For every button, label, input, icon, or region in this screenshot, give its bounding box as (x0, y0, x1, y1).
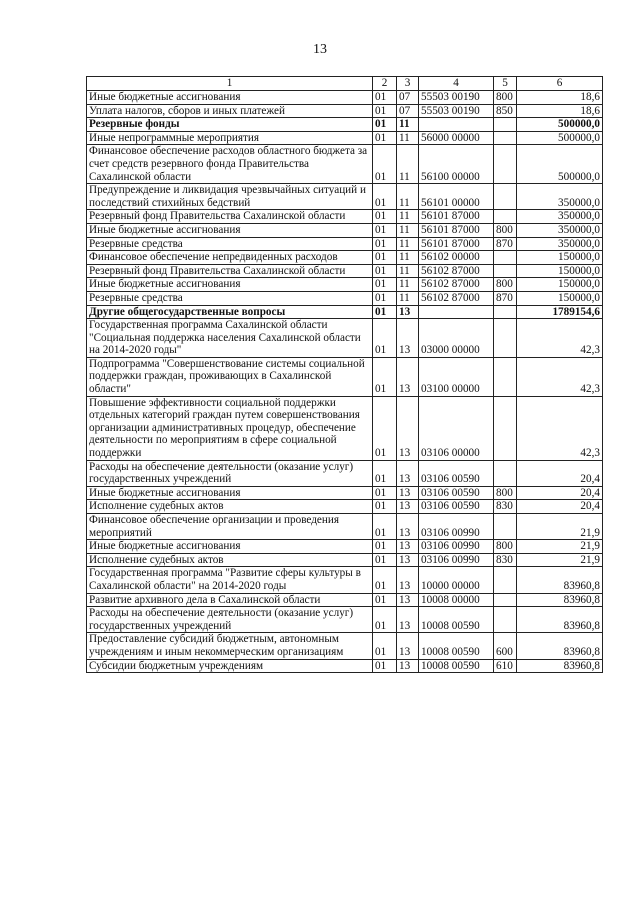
row-expense-type: 830 (494, 553, 517, 567)
row-section: 01 (373, 460, 397, 486)
table-row (87, 540, 603, 554)
row-subsection: 07 (397, 91, 419, 105)
row-name: Уплата налогов, сборов и иных платежей (87, 104, 373, 118)
row-target-article: 56102 87000 (419, 291, 494, 305)
row-expense-type (494, 264, 517, 278)
row-name: Субсидии бюджетным учреждениям (87, 659, 373, 673)
row-section: 01 (373, 251, 397, 265)
row-name: Резервные средства (87, 237, 373, 251)
row-target-article: 10008 00590 (419, 607, 494, 633)
table-row (87, 210, 603, 224)
table-row (87, 319, 603, 358)
row-subsection: 13 (397, 553, 419, 567)
table-row (87, 567, 603, 593)
row-amount: 83960,8 (517, 633, 603, 659)
row-target-article: 56000 00000 (419, 131, 494, 145)
column-header: 2 (373, 77, 397, 91)
row-expense-type (494, 131, 517, 145)
row-amount: 350000,0 (517, 223, 603, 237)
row-subsection: 11 (397, 118, 419, 132)
row-target-article: 55503 00190 (419, 91, 494, 105)
row-expense-type (494, 396, 517, 460)
table-row (87, 184, 603, 210)
table-row (87, 145, 603, 184)
row-name: Иные бюджетные ассигнования (87, 486, 373, 500)
row-section: 01 (373, 659, 397, 673)
row-target-article: 10000 00000 (419, 567, 494, 593)
row-expense-type (494, 607, 517, 633)
row-target-article (419, 118, 494, 132)
row-target-article: 55503 00190 (419, 104, 494, 118)
table-row (87, 396, 603, 460)
row-subsection: 11 (397, 251, 419, 265)
row-amount: 21,9 (517, 514, 603, 540)
row-subsection: 13 (397, 514, 419, 540)
row-section: 01 (373, 210, 397, 224)
row-subsection: 07 (397, 104, 419, 118)
row-name: Резервный фонд Правительства Сахалинской области (87, 210, 373, 224)
row-subsection: 11 (397, 145, 419, 184)
row-amount: 500000,0 (517, 145, 603, 184)
row-section: 01 (373, 278, 397, 292)
row-subsection: 13 (397, 593, 419, 607)
row-section: 01 (373, 633, 397, 659)
table-row (87, 291, 603, 305)
row-target-article: 56102 87000 (419, 278, 494, 292)
table-row (87, 264, 603, 278)
row-name: Финансовое обеспечение расходов областного бюджета за счет средств резервного фонда Правительства Сахалинской области (87, 145, 373, 184)
row-amount: 500000,0 (517, 131, 603, 145)
row-subsection: 11 (397, 291, 419, 305)
row-section: 01 (373, 553, 397, 567)
row-name: Иные бюджетные ассигнования (87, 91, 373, 105)
table-row (87, 593, 603, 607)
row-target-article (419, 305, 494, 319)
row-expense-type (494, 593, 517, 607)
row-target-article: 03106 00590 (419, 486, 494, 500)
row-target-article: 56102 00000 (419, 251, 494, 265)
row-amount: 18,6 (517, 91, 603, 105)
row-subsection: 13 (397, 305, 419, 319)
table-row (87, 460, 603, 486)
row-amount: 150000,0 (517, 291, 603, 305)
row-subsection: 13 (397, 659, 419, 673)
row-subsection: 13 (397, 633, 419, 659)
row-section: 01 (373, 540, 397, 554)
row-subsection: 11 (397, 184, 419, 210)
row-target-article: 10008 00590 (419, 633, 494, 659)
row-name: Государственная программа "Развитие сферы культуры в Сахалинской области" на 2014-2020 годы (87, 567, 373, 593)
row-expense-type: 800 (494, 223, 517, 237)
row-name: Другие общегосударственные вопросы (87, 305, 373, 319)
row-expense-type: 800 (494, 540, 517, 554)
row-name: Подпрограмма "Совершенствование системы социальной поддержки граждан, проживающих в Сахалинской области" (87, 357, 373, 396)
table-row (87, 305, 603, 319)
row-expense-type (494, 305, 517, 319)
row-expense-type (494, 251, 517, 265)
row-expense-type (494, 210, 517, 224)
row-section: 01 (373, 567, 397, 593)
row-expense-type (494, 184, 517, 210)
row-section: 01 (373, 237, 397, 251)
row-section: 01 (373, 264, 397, 278)
row-name: Финансовое обеспечение непредвиденных расходов (87, 251, 373, 265)
row-name: Повышение эффективности социальной поддержки отдельных категорий граждан путем совершенствования организации административных процедур, обеспечение деятельности по мероприятиям в сфере социальной поддержки (87, 396, 373, 460)
row-subsection: 13 (397, 396, 419, 460)
row-target-article: 03106 00990 (419, 553, 494, 567)
row-section: 01 (373, 357, 397, 396)
row-expense-type: 870 (494, 291, 517, 305)
row-name: Иные бюджетные ассигнования (87, 223, 373, 237)
table-row (87, 237, 603, 251)
table-row (87, 251, 603, 265)
row-target-article: 56102 87000 (419, 264, 494, 278)
row-subsection: 11 (397, 210, 419, 224)
page-number: 13 (313, 42, 327, 57)
row-section: 01 (373, 118, 397, 132)
row-subsection: 11 (397, 264, 419, 278)
row-amount: 42,3 (517, 357, 603, 396)
row-expense-type (494, 357, 517, 396)
row-expense-type: 850 (494, 104, 517, 118)
row-name: Иные непрограммные мероприятия (87, 131, 373, 145)
row-target-article: 56101 00000 (419, 184, 494, 210)
row-section: 01 (373, 396, 397, 460)
row-expense-type (494, 319, 517, 358)
row-subsection: 11 (397, 237, 419, 251)
row-expense-type (494, 118, 517, 132)
table-row (87, 131, 603, 145)
column-header: 5 (494, 77, 517, 91)
table-row (87, 486, 603, 500)
row-amount: 1789154,6 (517, 305, 603, 319)
table-row (87, 607, 603, 633)
row-subsection: 11 (397, 223, 419, 237)
row-name: Финансовое обеспечение организации и проведения мероприятий (87, 514, 373, 540)
row-section: 01 (373, 500, 397, 514)
row-expense-type: 800 (494, 91, 517, 105)
row-subsection: 11 (397, 278, 419, 292)
row-expense-type: 800 (494, 486, 517, 500)
row-section: 01 (373, 593, 397, 607)
row-target-article: 56101 87000 (419, 223, 494, 237)
row-section: 01 (373, 319, 397, 358)
row-target-article: 56101 87000 (419, 237, 494, 251)
row-section: 01 (373, 486, 397, 500)
row-section: 01 (373, 305, 397, 319)
row-amount: 350000,0 (517, 237, 603, 251)
row-section: 01 (373, 104, 397, 118)
row-name: Резервные фонды (87, 118, 373, 132)
row-amount: 20,4 (517, 486, 603, 500)
row-amount: 83960,8 (517, 607, 603, 633)
row-subsection: 13 (397, 319, 419, 358)
row-name: Резервный фонд Правительства Сахалинской области (87, 264, 373, 278)
table-row (87, 223, 603, 237)
row-target-article: 03106 00000 (419, 396, 494, 460)
row-amount: 83960,8 (517, 593, 603, 607)
row-expense-type: 600 (494, 633, 517, 659)
row-section: 01 (373, 91, 397, 105)
row-subsection: 13 (397, 500, 419, 514)
row-name: Расходы на обеспечение деятельности (оказание услуг) государственных учреждений (87, 460, 373, 486)
row-expense-type (494, 567, 517, 593)
table-row (87, 659, 603, 673)
row-name: Предупреждение и ликвидация чрезвычайных ситуаций и последствий стихийных бедствий (87, 184, 373, 210)
table-row (87, 500, 603, 514)
column-header: 6 (517, 77, 603, 91)
row-amount: 350000,0 (517, 184, 603, 210)
column-header: 4 (419, 77, 494, 91)
row-name: Иные бюджетные ассигнования (87, 278, 373, 292)
column-header: 1 (87, 77, 373, 91)
row-section: 01 (373, 514, 397, 540)
row-target-article: 03106 00990 (419, 540, 494, 554)
row-target-article: 56100 00000 (419, 145, 494, 184)
row-target-article: 03106 00590 (419, 460, 494, 486)
row-expense-type: 800 (494, 278, 517, 292)
row-subsection: 13 (397, 567, 419, 593)
row-amount: 21,9 (517, 553, 603, 567)
row-expense-type (494, 514, 517, 540)
row-amount: 83960,8 (517, 567, 603, 593)
row-amount: 42,3 (517, 396, 603, 460)
row-amount: 21,9 (517, 540, 603, 554)
row-target-article: 03106 00990 (419, 514, 494, 540)
row-expense-type (494, 460, 517, 486)
row-amount: 350000,0 (517, 210, 603, 224)
row-target-article: 10008 00590 (419, 659, 494, 673)
table-row (87, 633, 603, 659)
budget-table (86, 76, 603, 673)
row-section: 01 (373, 145, 397, 184)
row-expense-type (494, 145, 517, 184)
row-expense-type: 870 (494, 237, 517, 251)
row-expense-type: 830 (494, 500, 517, 514)
row-subsection: 13 (397, 540, 419, 554)
row-amount: 150000,0 (517, 278, 603, 292)
row-amount: 83960,8 (517, 659, 603, 673)
row-section: 01 (373, 131, 397, 145)
row-section: 01 (373, 291, 397, 305)
row-name: Государственная программа Сахалинской области "Социальная поддержка населения Сахалинской области на 2014-2020 годы" (87, 319, 373, 358)
row-amount: 150000,0 (517, 264, 603, 278)
row-name: Резервные средства (87, 291, 373, 305)
row-subsection: 11 (397, 131, 419, 145)
row-name: Расходы на обеспечение деятельности (оказание услуг) государственных учреждений (87, 607, 373, 633)
row-section: 01 (373, 184, 397, 210)
row-subsection: 13 (397, 357, 419, 396)
table-header-row (87, 77, 603, 91)
row-name: Развитие архивного дела в Сахалинской области (87, 593, 373, 607)
row-subsection: 13 (397, 607, 419, 633)
row-amount: 20,4 (517, 460, 603, 486)
row-target-article: 10008 00000 (419, 593, 494, 607)
table-row (87, 91, 603, 105)
table-row (87, 278, 603, 292)
table-row (87, 118, 603, 132)
row-name: Исполнение судебных актов (87, 553, 373, 567)
row-target-article: 56101 87000 (419, 210, 494, 224)
row-amount: 150000,0 (517, 251, 603, 265)
table-row (87, 514, 603, 540)
row-amount: 500000,0 (517, 118, 603, 132)
table-row (87, 357, 603, 396)
row-amount: 18,6 (517, 104, 603, 118)
column-header: 3 (397, 77, 419, 91)
row-name: Исполнение судебных актов (87, 500, 373, 514)
row-section: 01 (373, 223, 397, 237)
row-expense-type: 610 (494, 659, 517, 673)
row-target-article: 03100 00000 (419, 357, 494, 396)
row-name: Предоставление субсидий бюджетным, автономным учреждениям и иным некоммерческим организациям (87, 633, 373, 659)
row-target-article: 03000 00000 (419, 319, 494, 358)
row-amount: 20,4 (517, 500, 603, 514)
row-name: Иные бюджетные ассигнования (87, 540, 373, 554)
table-row (87, 553, 603, 567)
row-target-article: 03106 00590 (419, 500, 494, 514)
row-subsection: 13 (397, 460, 419, 486)
table-row (87, 104, 603, 118)
row-section: 01 (373, 607, 397, 633)
row-amount: 42,3 (517, 319, 603, 358)
row-subsection: 13 (397, 486, 419, 500)
